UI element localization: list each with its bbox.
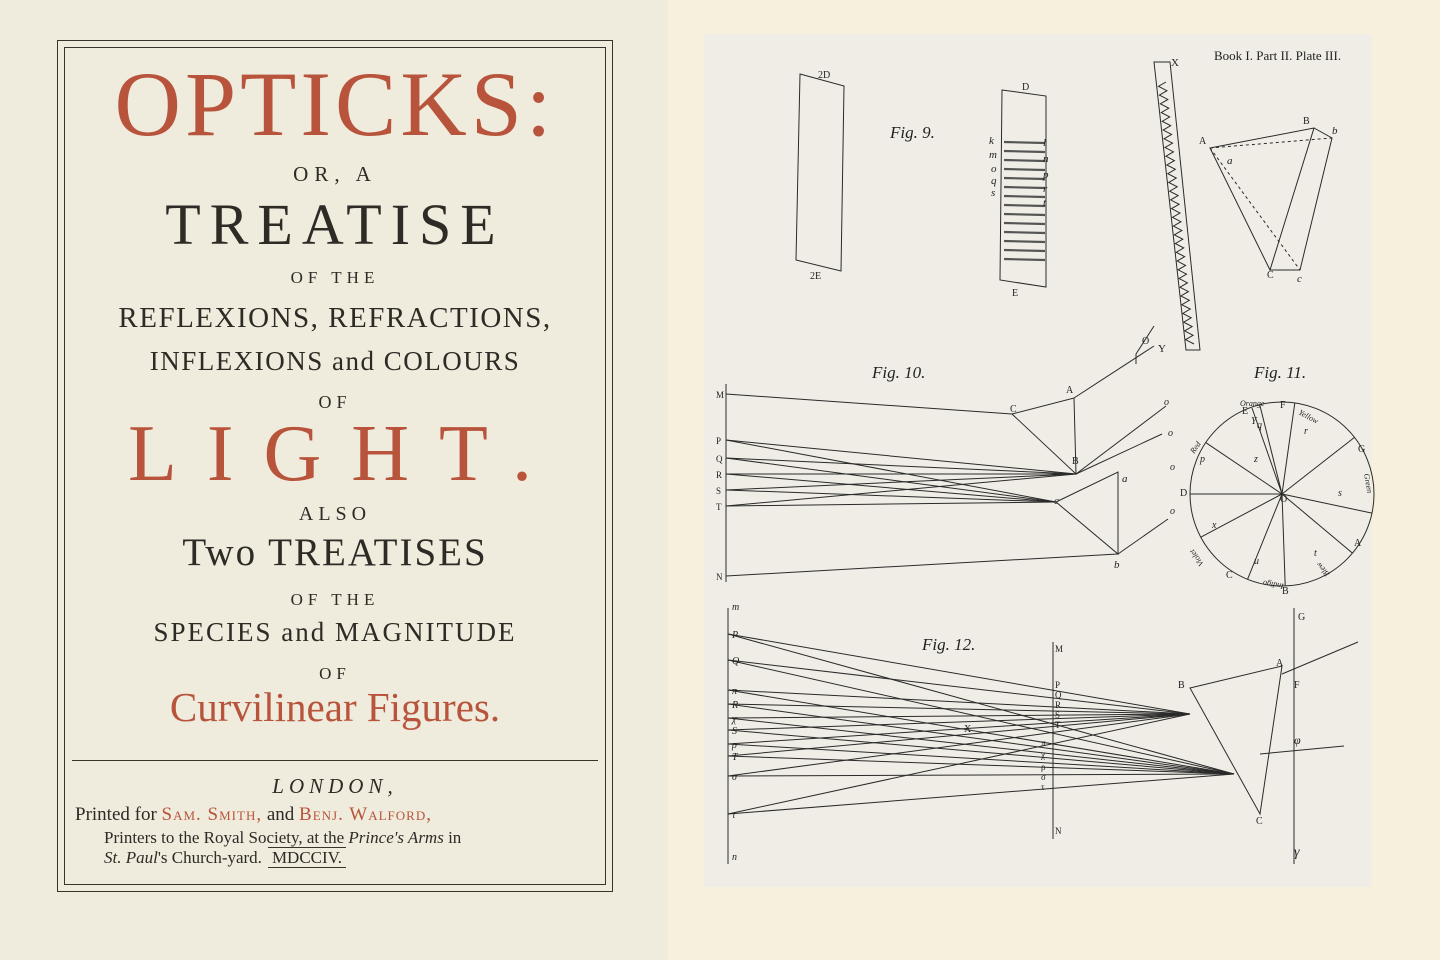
plate-header: Book I. Part II. Plate III. (1214, 48, 1342, 63)
fig10-o-1: o (1164, 397, 1169, 408)
fig12-screen-tau: τ (1041, 782, 1045, 792)
fig10-o-4: o (1170, 506, 1175, 517)
letter-q: q (991, 175, 997, 187)
fig12-ray (728, 730, 1234, 774)
fig12-ray (728, 714, 1190, 776)
imprint-address-line (104, 848, 346, 868)
fig10-ray (726, 458, 1076, 474)
fig12-ray (728, 774, 1234, 814)
fig11-caption: Fig. 11. (1254, 363, 1307, 382)
fig10-output-letters (1164, 397, 1175, 517)
fig10-caption: Fig. 10. (872, 363, 926, 382)
fig10-q: Q (716, 454, 723, 464)
fig12-chi: χ (732, 714, 737, 725)
fringe-band (1004, 205, 1045, 206)
fig10-s: S (716, 486, 722, 496)
fig11-b: B (1282, 586, 1289, 597)
fig9-label-a-lower: a (1227, 155, 1233, 167)
fig12 (728, 602, 1358, 864)
fig11-x: x (1212, 520, 1217, 531)
fig9-label-2d: 2D (818, 70, 831, 81)
fig11-red: Red (1188, 439, 1203, 456)
letter-k: k (989, 135, 994, 147)
curvilinear-heading: Curvilinear Figures. (169, 684, 501, 730)
fringe-band (1004, 169, 1045, 170)
fig12-screen-letters (1040, 644, 1063, 836)
fig10-ray (726, 502, 1056, 506)
fig12-out-mid (1260, 746, 1344, 754)
fig9-right-letters (1042, 137, 1049, 209)
fig12-screen-n: N (1055, 826, 1062, 836)
fig10-ray-m (726, 394, 1012, 414)
fig9-left-strip (796, 74, 844, 271)
letter-n: n (1043, 153, 1049, 165)
fig9 (796, 57, 1338, 364)
fig12-screen-t: T (1055, 720, 1061, 730)
main-title: OPTICKS: (114, 53, 556, 155)
fig9-left-letters (989, 135, 997, 199)
letter-m: m (989, 149, 997, 161)
fig11-o: O (1280, 494, 1288, 505)
letter-r: r (1043, 183, 1048, 195)
fig9-label-e: E (1012, 288, 1019, 299)
fringe-band (1004, 187, 1045, 188)
fig12-a: A (1276, 658, 1284, 669)
fig12-screen-r: R (1055, 700, 1062, 710)
printer-name-1: Sam. Smith, (161, 804, 263, 825)
fig10-out-2 (1076, 406, 1166, 474)
fig10-out-3 (1118, 519, 1168, 554)
fig10-a-upper: A (1066, 385, 1074, 396)
fig11-u: u (1254, 556, 1259, 567)
fig12-ray (728, 690, 1234, 774)
treatise-heading: TREATISE (165, 192, 505, 257)
light-heading: LIGHT. (128, 410, 562, 498)
fig9-label-c-upper: C (1267, 270, 1274, 281)
fig11-f: F (1280, 400, 1286, 411)
fig12-screen-q: Q (1055, 690, 1062, 700)
fig11-spoke (1280, 494, 1288, 586)
fringe-band (1004, 196, 1045, 197)
fig10-ray-top (1074, 346, 1154, 398)
fig12-n: n (732, 852, 737, 863)
fig12-phi: φ (1294, 733, 1301, 747)
fig11-spoke (1282, 437, 1354, 494)
fig9-triangle-hidden-2 (1210, 148, 1300, 270)
fig9-triangle-side (1270, 128, 1332, 270)
fig11-a: A (1354, 538, 1362, 549)
subtitle-or-a: OR, A (293, 162, 377, 186)
fig10-out-1 (1076, 434, 1162, 474)
fig11-q: q (1257, 420, 1262, 431)
fig11-e: E (1242, 406, 1249, 417)
fig9-label-b-upper: B (1303, 116, 1310, 127)
st-pauls-text: St. Paul (104, 848, 158, 867)
imprint-society-line (104, 828, 461, 848)
fig11-spoke (1206, 443, 1282, 494)
and-text: and (266, 804, 295, 825)
fig12-screen-p: P (1055, 680, 1061, 690)
fringe-band (1004, 178, 1045, 179)
fig10-r: R (716, 470, 723, 480)
fig12-gamma: γ (1294, 845, 1300, 860)
fig10-c-lower: c (1054, 495, 1059, 507)
fig10-b-upper: B (1072, 456, 1079, 467)
fig12-ray (728, 634, 1234, 774)
imprint-date: MDCCIV. (268, 847, 346, 868)
fig9-fringes (1004, 142, 1045, 260)
fig12-tau: τ (732, 810, 736, 821)
species-line: SPECIES and MAGNITUDE (153, 617, 517, 647)
letter-l: l (1043, 137, 1047, 149)
churchyard-text: 's Church-yard. (157, 848, 262, 867)
fig10-t: T (716, 502, 722, 512)
fig10-p: P (716, 436, 722, 446)
fringe-band (1004, 259, 1045, 260)
fig10-a-lower: a (1122, 473, 1128, 485)
fig11-y: Y (1251, 416, 1257, 427)
inflexions-line: INFLEXIONS and COLOURS (149, 346, 521, 376)
fig12-g: G (1298, 612, 1306, 623)
fig12-rho: ρ (732, 740, 737, 751)
fig12-x: X (964, 724, 972, 735)
title-page (0, 0, 668, 960)
fig11-spoke (1282, 494, 1372, 513)
fig11-p: p (1200, 454, 1205, 465)
fig12-sigma: σ (732, 772, 737, 783)
fig10-o-3: o (1170, 462, 1175, 473)
fig11-c: C (1226, 570, 1233, 581)
fig11-orange: Orange (1240, 399, 1265, 408)
fringe-band (1004, 241, 1045, 242)
two-treatises-line: Two TREATISES (182, 531, 488, 574)
printer-name-2: Benj. Walford, (299, 804, 432, 825)
imprint-rule (72, 760, 598, 761)
fig9-label-d: D (1022, 82, 1030, 93)
fig11-r: r (1304, 426, 1308, 437)
plate-diagram (704, 34, 1375, 887)
fig10-left-letters (716, 390, 724, 582)
fig11-d: D (1180, 488, 1188, 499)
fig11-spoke (1282, 403, 1295, 494)
of-the-line-1: OF THE (290, 268, 380, 287)
fig11-yellow: Yellow (1297, 407, 1320, 426)
of-line-1: OF (318, 392, 352, 412)
fig11-indigo: Indigo (1262, 578, 1285, 591)
fig11-spoke (1282, 494, 1352, 553)
fig9-label-c-lower: c (1297, 273, 1302, 285)
fig12-p: P (732, 630, 739, 641)
fig12-s: S (732, 726, 737, 737)
fig12-pi: π (732, 686, 738, 697)
fig12-out-top (1282, 642, 1358, 674)
fig11-s: s (1338, 488, 1342, 499)
fig12-ray (728, 774, 1234, 776)
fig10-ray (726, 440, 1076, 474)
fig11-z: z (1254, 454, 1258, 465)
fringe-band (1004, 223, 1045, 224)
fig12-screen-rho: ρ (1041, 762, 1046, 772)
letter-o: o (991, 163, 997, 175)
fig10-ray-n (726, 554, 1118, 576)
fig9-caption: Fig. 9. (890, 123, 935, 142)
princes-arms-text: Prince's Arms (348, 828, 444, 847)
fig9-label-2e: 2E (810, 271, 822, 282)
fig12-screen-chi: χ (1041, 750, 1045, 760)
fig10 (716, 346, 1175, 582)
fig12-q: Q (732, 656, 740, 667)
fig11-g: G (1358, 444, 1366, 455)
letter-s: s (991, 187, 996, 199)
fig10-lower-prism (1056, 472, 1118, 554)
fig12-screen-sigma: σ (1041, 772, 1046, 782)
fig12-m: m (732, 602, 740, 613)
fig12-screen-pi: π (1041, 738, 1046, 748)
fig11 (1180, 363, 1374, 597)
fig10-b-lower: b (1114, 559, 1120, 571)
fringe-band (1004, 214, 1045, 215)
also-line: ALSO (298, 503, 372, 525)
fig11-spoke (1260, 405, 1282, 494)
imprint-printers-line (75, 804, 432, 826)
letter-p: p (1043, 169, 1049, 181)
fig11-blew: Blew (1314, 560, 1332, 579)
fig9-label-x: X (1171, 57, 1179, 69)
imprint-city: LONDON, (272, 774, 398, 798)
fig9-triangle-front (1210, 128, 1314, 270)
fig10-ray (726, 474, 1076, 490)
fig12-left-letters (731, 602, 740, 863)
fig12-prism (1190, 666, 1282, 814)
in-text: in (448, 828, 462, 847)
fig10-upper-prism (1012, 398, 1076, 474)
reflexions-line: REFLEXIONS, REFRACTIONS, (118, 302, 552, 334)
fig12-b: B (1178, 680, 1185, 691)
fig12-t: T (732, 752, 738, 763)
fig11-t: t (1314, 548, 1317, 559)
fig11-violet: Violet (1187, 547, 1206, 569)
fig10-c-upper: C (1010, 404, 1017, 415)
letter-t: t (1043, 197, 1047, 209)
fringe-band (1004, 250, 1045, 251)
fig12-rays (728, 634, 1234, 814)
fig9-triangle-hidden (1210, 138, 1332, 148)
fig9-label-a-upper: A (1199, 136, 1207, 147)
fig10-rays (726, 440, 1076, 506)
printed-for-text: Printed for (75, 804, 157, 825)
fig12-c: C (1256, 816, 1263, 827)
fig11-green: Green (1362, 472, 1375, 494)
fig12-f: F (1294, 680, 1300, 691)
fringe-band (1004, 151, 1045, 152)
of-line-2: OF (319, 664, 351, 683)
fig9-label-y: Y (1158, 343, 1166, 355)
fringe-band (1004, 232, 1045, 233)
of-the-line-2: OF THE (290, 590, 380, 609)
fig11-spoke (1248, 494, 1282, 579)
fig9-label-b-lower: b (1332, 125, 1338, 137)
fig10-n: N (716, 572, 723, 582)
fringe-band (1004, 160, 1045, 161)
fig12-caption: Fig. 12. (922, 635, 976, 654)
fig9-label-o: O (1142, 336, 1150, 347)
fig12-screen-m: M (1055, 644, 1064, 654)
society-text: Printers to the Royal Society, at the (104, 828, 345, 847)
fig10-ray (726, 490, 1056, 502)
fringe-band (1004, 142, 1045, 143)
fig12-screen-s: S (1055, 710, 1061, 720)
fig12-r: R (732, 700, 739, 711)
fig10-o-2: o (1168, 428, 1173, 439)
fig10-m: M (716, 390, 725, 400)
engraved-plate (704, 34, 1375, 887)
